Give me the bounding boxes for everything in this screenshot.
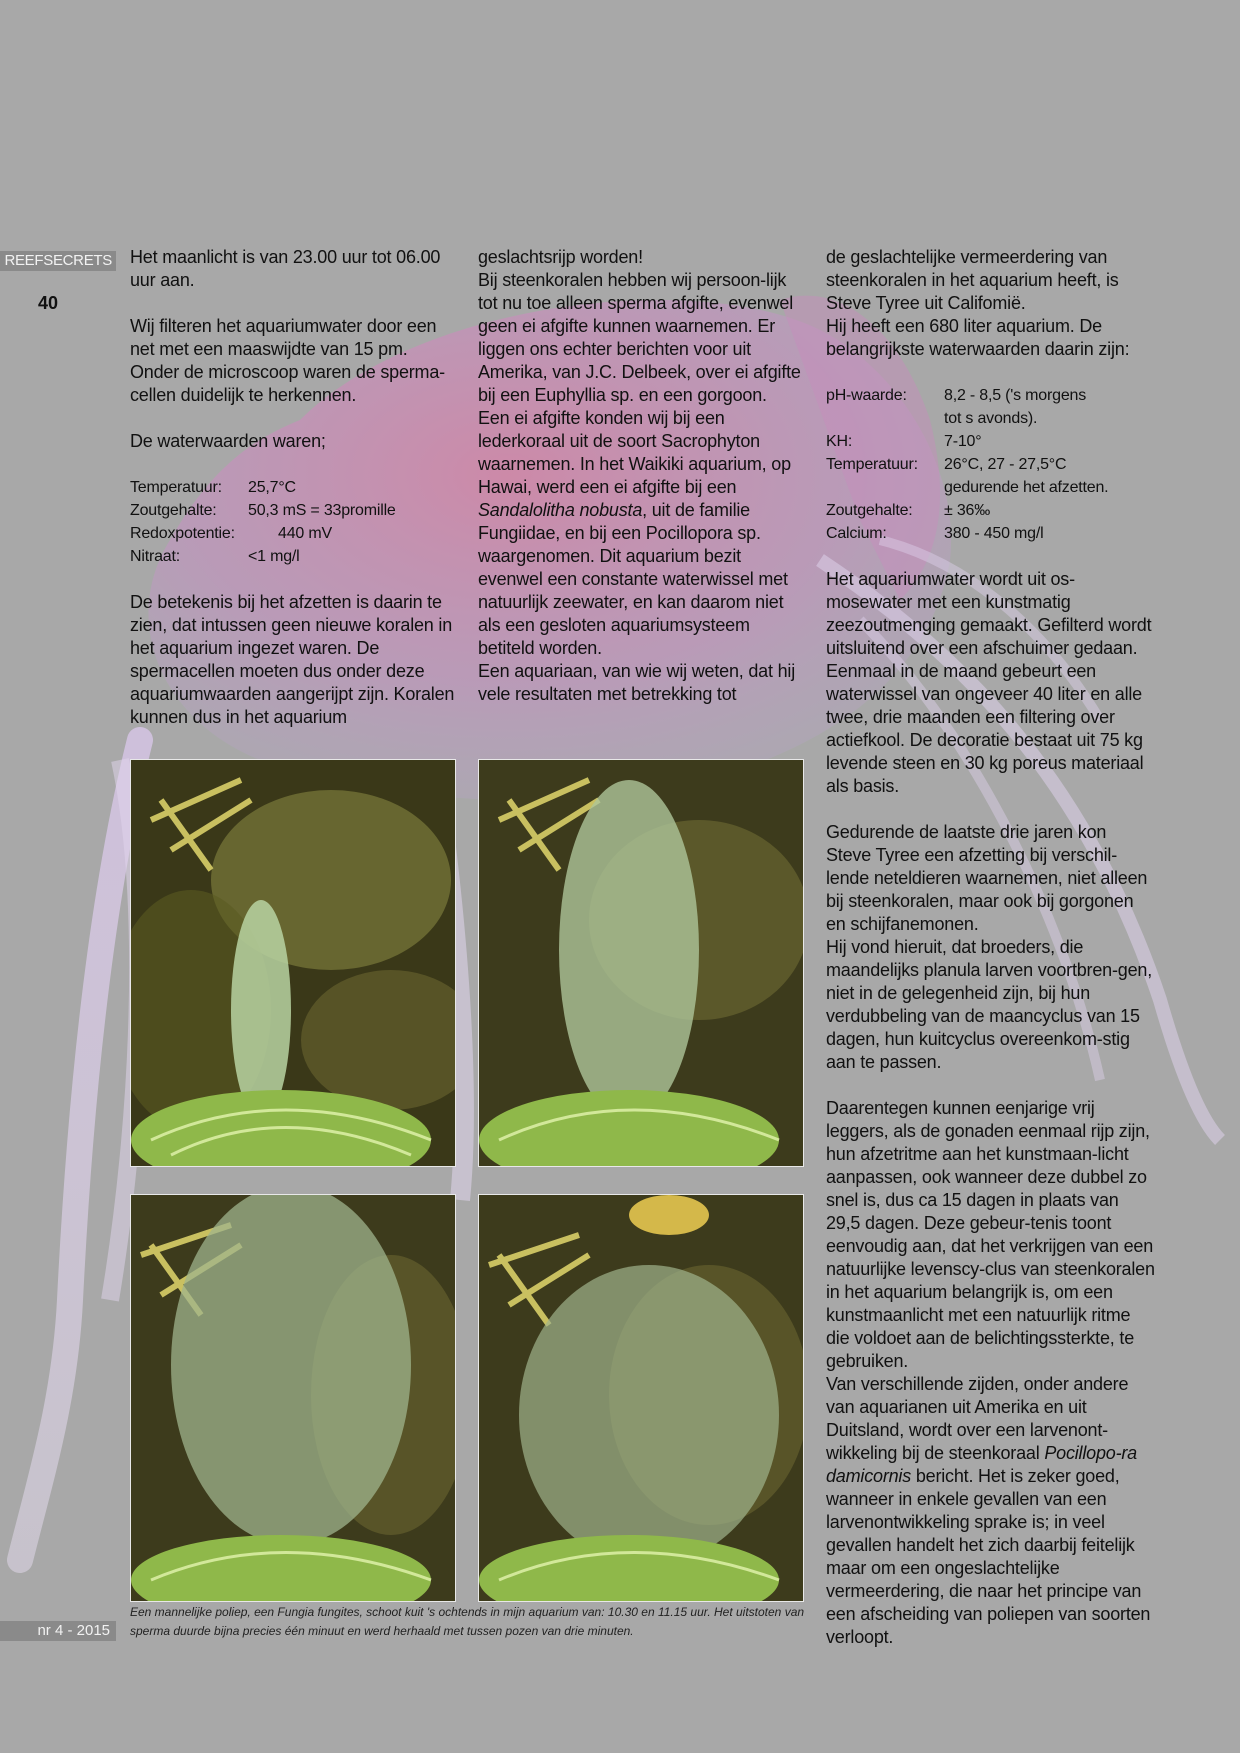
water-values-list xyxy=(130,476,460,568)
value-row xyxy=(826,499,1156,522)
value-row xyxy=(130,545,460,568)
species-name: Sandalolitha nobusta xyxy=(478,500,643,520)
value-text: 440 mV xyxy=(278,525,332,542)
paragraph-text: Van verschillende zijden, onder andere van aquarianen uit Amerika en uit Duitsland, wordt over een larvenont-wikkeling bij de steenkoraal xyxy=(826,1374,1129,1463)
value-label: Calcium: xyxy=(826,525,887,542)
value-row xyxy=(826,430,1156,453)
value-row xyxy=(826,384,1156,407)
photo-caption: Een mannelijke poliep, een Fungia fungites, schoot kuit 's ochtends in mijn aquarium van: 10.30 en 11.15 uur. Het uitstoten van sperma duurde bijna precies één minuut en werd herhaald met tussen pozen van drie minuten. xyxy=(130,1605,805,1638)
text-column-1 xyxy=(130,246,460,729)
issue-label: nr 4 - 2015 xyxy=(0,1621,116,1641)
value-row xyxy=(826,453,1156,476)
paragraph: Gedurende de laatste drie jaren kon Steve Tyree een afzetting bij verschil-lende neteldieren waarnemen, niet alleen bij steenkoralen, maar ook bij gorgonen en schijfanemonen. xyxy=(826,822,1148,934)
paragraph xyxy=(478,407,808,660)
paragraph: Hij heeft een 680 liter aquarium. De belangrijkste waterwaarden daarin zijn: xyxy=(826,316,1130,359)
value-label: Temperatuur: xyxy=(826,456,918,473)
value-label: Zoutgehalte: xyxy=(130,502,217,519)
paragraph: De waterwaarden waren; xyxy=(130,431,326,451)
magazine-tag: REEFSECRETS xyxy=(0,251,116,271)
value-text: 7-10° xyxy=(944,433,982,450)
paragraph: Het maanlicht is van 23.00 uur tot 06.00 uur aan. xyxy=(130,247,441,290)
value-text: gedurende het afzetten. xyxy=(944,479,1109,496)
paragraph: Daarentegen kunnen eenjarige vrij leggers, als de gonaden eenmaal rijp zijn, hun afzetritme aan het kunstmaan-licht aanpassen, ook wanneer deze dubbel zo snel is, dus ca 15 dagen in plaats van 29,5 dagen. Deze gebeur-tenis toont eenvoudig aan, dat het verkrijgen van een natuurlijke levenscy-clus van steenkoralen in het aquarium belangrijk is, om een kunstmaanlicht met een natuurlijk ritme die voldoet aan de belichtingssterkte, te gebruiken. xyxy=(826,1098,1155,1371)
paragraph: de geslachtelijke vermeerdering van steenkoralen in het aquarium heeft, is Steve Tyree uit Califomië. xyxy=(826,247,1119,313)
value-text: 25,7°C xyxy=(248,479,296,496)
value-text: tot s avonds). xyxy=(944,410,1038,427)
value-row xyxy=(826,522,1156,545)
value-text: 50,3 mS = 33promille xyxy=(248,502,396,519)
paragraph xyxy=(826,1373,1156,1649)
coral-photo-2 xyxy=(478,759,804,1167)
paragraph: geslachtsrijp worden! xyxy=(478,247,643,267)
coral-photo-4 xyxy=(478,1194,804,1602)
value-label: Temperatuur: xyxy=(130,479,222,496)
page-number: 40 xyxy=(37,293,59,313)
value-label: KH: xyxy=(826,433,853,450)
paragraph-text: , uit de familie Fungiidae, en bij een Pocillopora sp. waargenomen. Dit aquarium bezit evenwel een constante waterwissel met natuurlijk zeewater, en kan daarom niet als een gesloten aquariumsysteem betiteld worden. xyxy=(478,500,788,658)
value-text: <1 mg/l xyxy=(248,548,300,565)
paragraph: Hij vond hieruit, dat broeders, die maandelijks planula larven voortbren-gen, niet in de gelegenheid zijn, bij hun verdubbeling van de maancyclus van 15 dagen, hun kuitcyclus overeenkom-stig aan te passen. xyxy=(826,937,1152,1072)
paragraph: De betekenis bij het afzetten is daarin te zien, dat intussen geen nieuwe koralen in het aquarium ingezet waren. De spermacellen moeten dus onder deze aquariumwaarden aangerijpt zijn. Koralen kunnen dus in het aquarium xyxy=(130,592,455,727)
value-text: 8,2 - 8,5 ('s morgens xyxy=(944,387,1087,404)
paragraph-text: bericht. Het is zeker goed, wanneer in enkele gevallen van een larvenontwikkeling sprake is; in veel gevallen handelt het zich daarbij feitelijk maar om een ongeslachtelijke vermeerdering, die naar het principe van een afscheiding van poliepen van soorten verloopt. xyxy=(826,1466,1151,1647)
paragraph-text: Een ei afgifte konden wij bij een lederkoraal uit de soort Sacrophyton waarnemen. In het Waikiki aquarium, op Hawai, werd een ei afgifte bij een xyxy=(478,408,791,497)
paragraph: Wij filteren het aquariumwater door een net met een maaswijdte van 15 pm. Onder de microscoop waren de sperma-cellen duidelijk te herkennen. xyxy=(130,316,445,405)
value-label: Redoxpotentie: xyxy=(130,525,235,542)
text-column-2 xyxy=(478,246,808,706)
text-column-3 xyxy=(826,246,1156,1649)
value-label: pH-waarde: xyxy=(826,387,907,404)
value-text: 380 - 450 mg/l xyxy=(944,525,1044,542)
value-label: Nitraat: xyxy=(130,548,180,565)
coral-photo-1 xyxy=(130,759,456,1167)
value-text: 26°C, 27 - 27,5°C xyxy=(944,456,1067,473)
coral-photo-3 xyxy=(130,1194,456,1602)
value-row xyxy=(130,522,460,545)
value-text: ± 36‰ xyxy=(944,502,991,519)
paragraph: Het aquariumwater wordt uit os-mosewater met een kunstmatig zeezoutmenging gemaakt. Gefilterd wordt uitsluitend over een afschuimer gedaan. Eenmaal in de maand gebeurt een waterwissel van ongeveer 40 liter en alle twee, drie maanden een filtering over actiefkool. De decoratie bestaat uit 75 kg levende steen en 30 kg poreus materiaal als basis. xyxy=(826,569,1152,796)
value-row xyxy=(130,476,460,499)
value-label: Zoutgehalte: xyxy=(826,502,913,519)
paragraph: Een aquariaan, van wie wij weten, dat hij vele resultaten met betrekking tot xyxy=(478,661,795,704)
value-row xyxy=(130,499,460,522)
paragraph: Bij steenkoralen hebben wij persoon-lijk tot nu toe alleen sperma afgifte, evenwel geen ei afgifte kunnen waarnemen. Er liggen ons echter berichten voor uit Amerika, van J.C. Delbeek, over ei afgifte bij een Euphyllia sp. en een gorgoon. xyxy=(478,270,801,405)
water-values-list xyxy=(826,384,1156,545)
species-name: Pocillopo-ra damicornis xyxy=(826,1443,1137,1486)
